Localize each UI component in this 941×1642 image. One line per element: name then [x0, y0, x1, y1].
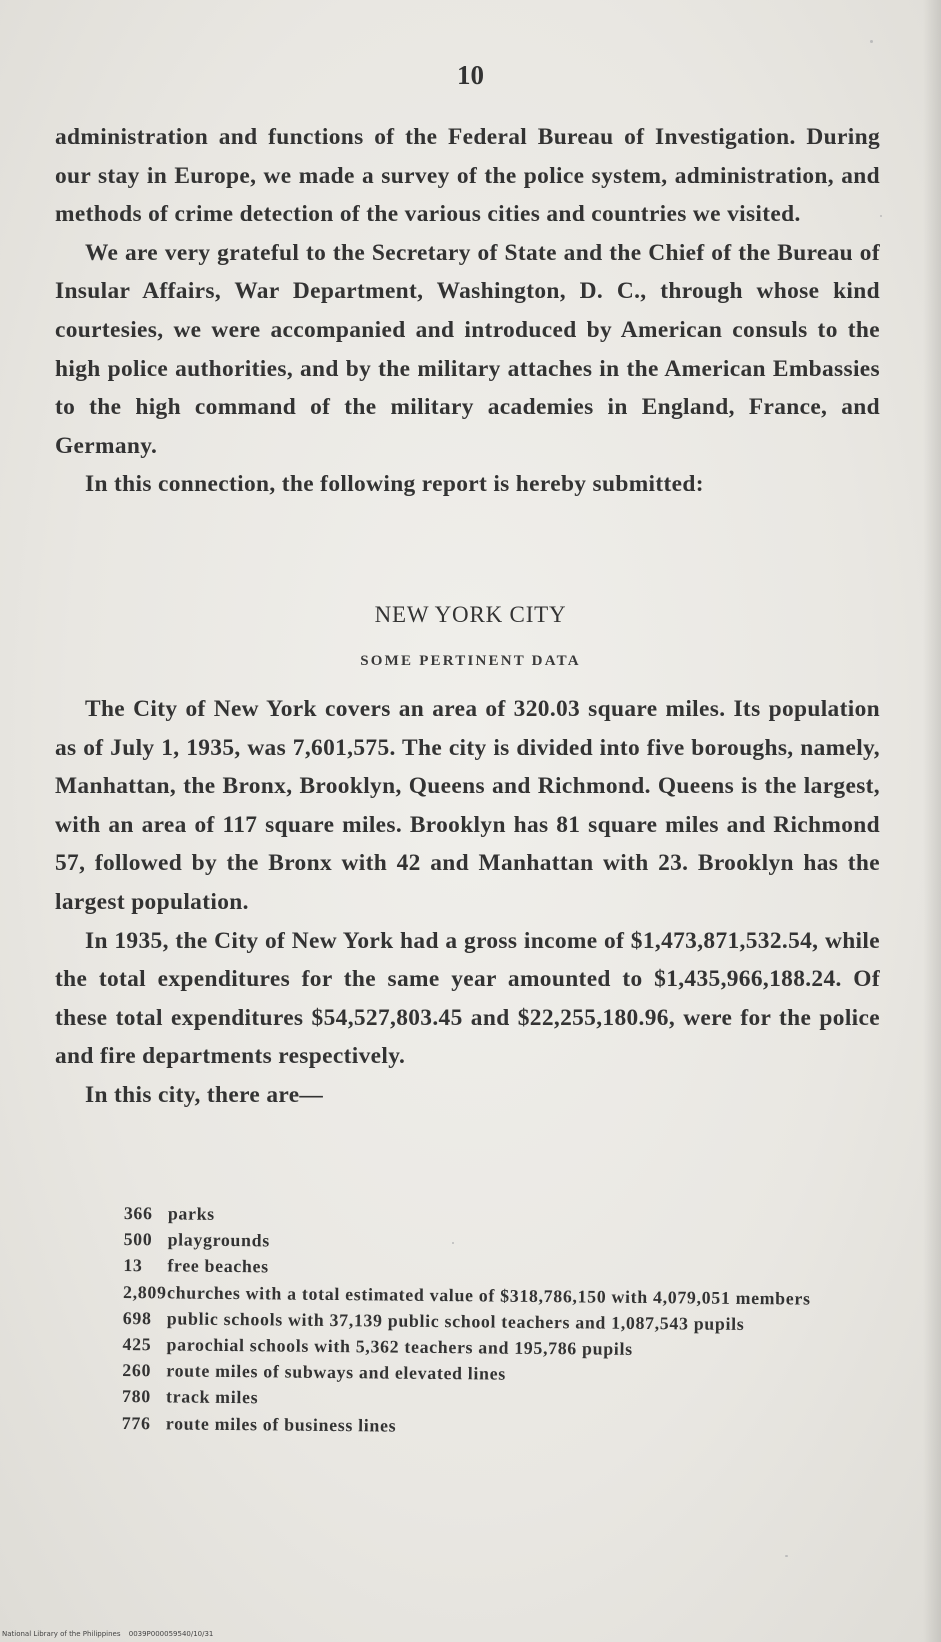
footer-code: 0039P000059540/10/31 [128, 1630, 214, 1638]
scan-footer [2, 1630, 219, 1638]
paper-speck [870, 40, 873, 43]
list-item-number: 425 [122, 1334, 152, 1355]
section-heading: NEW YORK CITY [374, 602, 567, 627]
paragraph-list-intro: In this city, there are— [85, 1081, 324, 1108]
list-item-text: churches with a total estimated value of $318,786,150 with 4,079,051 members [167, 1282, 811, 1309]
intro-text [55, 118, 880, 504]
paragraph-finances: In 1935, the City of New York had a gross income of $1,473,871,532.54, while the total expenditures for the same year amounted to $1,435,966,188.24. Of these total expenditures $54,527,803.45 and $22,255,180.96, were for the police and fire departments respectively. [55, 927, 880, 1070]
paragraph-area-population: The City of New York covers an area of 320.03 square miles. Its population as of July 1, 1935, was 7,601,575. The city is divided into five boroughs, namely, Manhattan, the Bronx, Brooklyn, Queens and Richmond. Queens is the largest, with an area of 117 square miles. Brooklyn has 81 square miles and Richmond 57, followed by the Bronx with 42 and Manhattan with 23. Brooklyn has the largest population. [55, 696, 880, 915]
paper-speck [880, 215, 882, 217]
list-item-text: route miles of business lines [165, 1413, 397, 1436]
list-item-text: route miles of subways and elevated lines [166, 1360, 507, 1384]
list-item-number: 260 [122, 1360, 152, 1381]
list-item-text: public schools with 37,139 public school teachers and 1,087,543 pupils [166, 1308, 745, 1334]
paper-speck [452, 1242, 454, 1244]
list-item-text: playgrounds [167, 1229, 270, 1251]
list-item-number: 698 [122, 1307, 152, 1329]
list-item-number: 500 [123, 1229, 153, 1250]
list-item-text: free beaches [167, 1255, 269, 1277]
paragraph-gratitude: We are very grateful to the Secretary of State and the Chief of the Bureau of Insular Affairs, War Department, Washington, D. C., through whose kind courtesies, we were accompanied and introduced by American consuls to the high police authorities, and by the military attaches in the American Embassies to the high command of the military academies in England, France, and Germany. [55, 239, 880, 459]
list-item-text: track miles [166, 1386, 259, 1408]
page-number: 10 [457, 60, 484, 90]
list-item-text: parochial schools with 5,362 teachers and 195,786 pupils [166, 1334, 633, 1359]
section-subheading: SOME PERTINENT DATA [360, 653, 581, 669]
paper-speck [785, 1555, 788, 1557]
list-item-number: 780 [122, 1386, 151, 1407]
list-item-number: 776 [121, 1412, 151, 1433]
statistics-list [122, 1200, 884, 1443]
body-text [55, 690, 880, 1115]
page-edge-shadow [923, 0, 941, 1642]
list-item-number: 366 [123, 1202, 153, 1224]
list-item-number: 13 [123, 1255, 143, 1276]
list-item-text: parks [167, 1203, 215, 1224]
footer-library: National Library of the Philippines [2, 1630, 121, 1638]
paragraph-report-intro: In this connection, the following report is hereby submitted: [85, 471, 704, 498]
paragraph-continuation: administration and functions of the Federal Bureau of Investigation. During our stay in Europe, we made a survey of the police system, administration, and methods of crime detection of the various cities and countries we visited. [55, 124, 880, 228]
list-item-number: 2,809 [123, 1281, 167, 1303]
